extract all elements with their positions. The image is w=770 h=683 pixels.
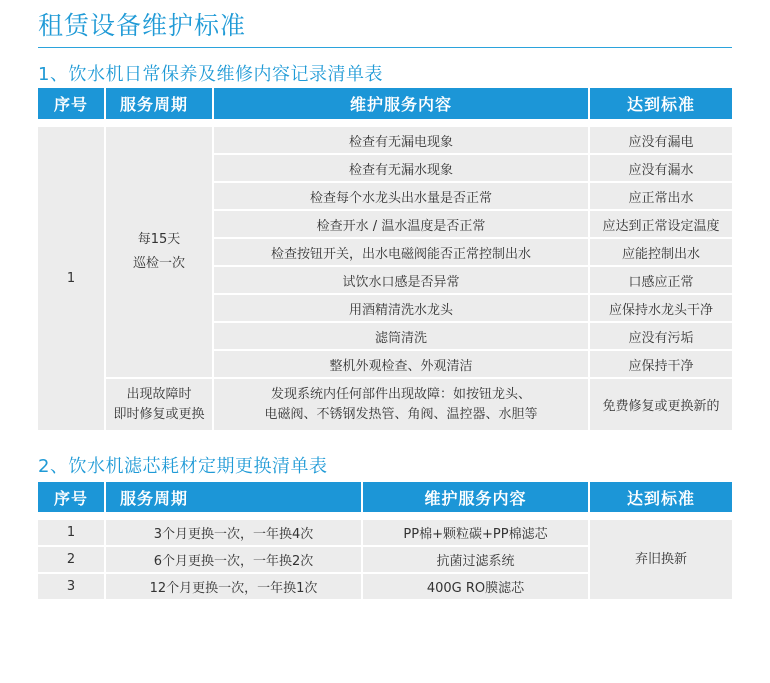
table-row [38, 183, 732, 209]
header-standard: 达到标准 [590, 482, 732, 512]
section1-heading: 1、饮水机日常保养及维修内容记录清单表 [38, 64, 383, 85]
table-row [38, 155, 732, 181]
header-index: 序号 [38, 482, 104, 512]
content-cell: 试饮水口感是否异常 [214, 267, 588, 293]
header-content: 维护服务内容 [214, 88, 588, 119]
header-period: 服务周期 [106, 88, 212, 119]
period-cell: 6个月更换一次，一年换2次 [106, 547, 361, 572]
fault-content-line1: 发现系统内任何部件出现故障：如按钮龙头、 [270, 386, 531, 402]
title-divider [38, 47, 732, 48]
content-cell: 滤筒清洗 [214, 323, 588, 349]
index-cell: 3 [38, 574, 104, 599]
content-cell: 整机外观检查、外观清洁 [214, 351, 588, 377]
content-cell: 抗菌过滤系统 [363, 547, 588, 572]
content-cell: 400G RO膜滤芯 [363, 574, 588, 599]
table-row [38, 239, 732, 265]
replace-standard [590, 520, 732, 599]
standard-cell: 口感应正常 [590, 267, 732, 293]
table-header [38, 88, 732, 119]
fault-period [106, 379, 212, 430]
index-cell: 2 [38, 547, 104, 572]
section2-heading: 2、饮水机滤芯耗材定期更换清单表 [38, 456, 328, 477]
content-cell: PP棉+颗粒碳+PP棉滤芯 [363, 520, 588, 545]
fault-row [38, 379, 732, 430]
header-content: 维护服务内容 [363, 482, 588, 512]
period-cell: 12个月更换一次，一年换1次 [106, 574, 361, 599]
standard-cell: 应正常出水 [590, 183, 732, 209]
header-index: 序号 [38, 88, 104, 119]
content-cell: 检查有无漏水现象 [214, 155, 588, 181]
content-cell: 检查开水 / 温水温度是否正常 [214, 211, 588, 237]
period-cell: 3个月更换一次，一年换4次 [106, 520, 361, 545]
standard-cell: 应能控制出水 [590, 239, 732, 265]
replace-standard-text: 弃旧换新 [634, 551, 687, 567]
table-row [38, 323, 732, 349]
standard-cell: 应没有漏水 [590, 155, 732, 181]
page-title: 租赁设备维护标准 [38, 11, 247, 40]
standard-cell: 应没有污垢 [590, 323, 732, 349]
table-header [38, 482, 732, 512]
fault-content [214, 379, 588, 430]
content-cell: 用酒精清洗水龙头 [214, 295, 588, 321]
fault-period-line2: 即时修复或更换 [113, 406, 205, 422]
standard-cell: 应保持水龙头干净 [590, 295, 732, 321]
content-cell: 检查按钮开关，出水电磁阀能否正常控制出水 [214, 239, 588, 265]
table-row [38, 295, 732, 321]
table-row [38, 127, 732, 153]
fault-standard: 免费修复或更换新的 [590, 379, 732, 430]
content-cell: 检查每个水龙头出水量是否正常 [214, 183, 588, 209]
index-value: 1 [66, 270, 76, 286]
table-row [38, 211, 732, 237]
filter-table [38, 482, 732, 600]
fault-content-line2: 电磁阀、不锈钢发热管、角阀、温控器、水胆等 [264, 406, 538, 422]
routine-period-line2: 巡检一次 [132, 256, 185, 271]
header-standard: 达到标准 [590, 88, 732, 119]
routine-period-line1: 每15天 [137, 232, 181, 247]
standard-cell: 应没有漏电 [590, 127, 732, 153]
standard-cell: 应保持干净 [590, 351, 732, 377]
header-period: 服务周期 [106, 482, 361, 512]
index-cell: 1 [38, 520, 104, 545]
standard-cell: 应达到正常设定温度 [590, 211, 732, 237]
fault-period-line1: 出现故障时 [126, 386, 192, 402]
table-row [38, 351, 732, 377]
maintenance-table [38, 88, 732, 430]
table-row [38, 267, 732, 293]
content-cell: 检查有无漏电现象 [214, 127, 588, 153]
